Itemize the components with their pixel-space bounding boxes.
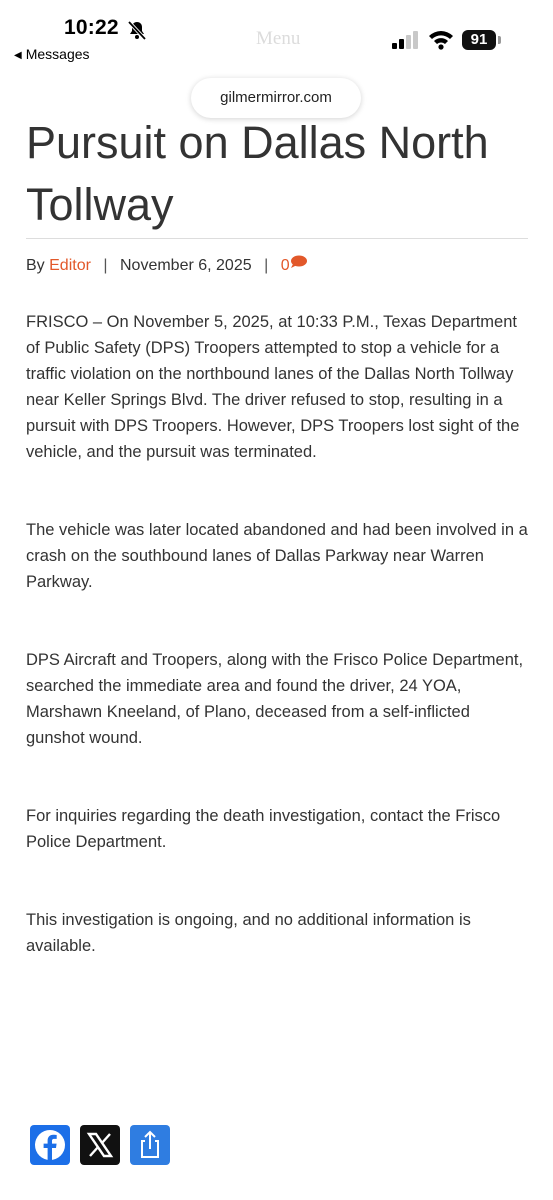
paragraph: FRISCO – On November 5, 2025, at 10:33 P.M., Texas Department of Public Safety (DPS) Troopers attempted to stop a vehicle for a traffic violation on the northbound lanes of the Dallas North Tollway near Keller Springs Blvd. The driver refused to stop, resulting in a pursuit with DPS Troopers. However, DPS Troopers lost sight of the vehicle, and the pursuit was terminated. (26, 313, 520, 461)
share-icon (130, 1125, 170, 1165)
comment-count: 0 (280, 257, 290, 274)
paragraph: The vehicle was later located abandoned and had been involved in a crash on the southbound lanes of Dallas Parkway near Warren Parkway. (26, 521, 528, 591)
comment-bubble-icon (290, 255, 307, 269)
back-arrow-icon: ◀ (14, 50, 22, 61)
comments-link[interactable] (281, 257, 307, 274)
url-bar[interactable]: gilmermirror.com (191, 78, 361, 118)
cellular-signal-icon (392, 30, 422, 50)
wifi-icon (428, 28, 454, 50)
menu-label: Menu (256, 28, 301, 49)
back-to-messages-link[interactable] (14, 46, 90, 62)
article-meta (26, 255, 307, 275)
meta-separator: | (264, 257, 269, 274)
article-title: Pursuit on Dallas North Tollway (26, 117, 489, 230)
back-label: Messages (25, 46, 90, 62)
paragraph: This investigation is ongoing, and no additional information is available. (26, 911, 471, 955)
facebook-icon (30, 1125, 70, 1165)
status-bar (0, 0, 553, 70)
title-divider (26, 238, 528, 239)
x-share-button[interactable] (80, 1125, 120, 1165)
article-body (26, 309, 531, 1011)
battery-indicator: 91 (462, 30, 496, 50)
share-button[interactable] (130, 1125, 170, 1165)
meta-separator: | (103, 257, 108, 274)
status-time: 10:22 (64, 16, 119, 39)
paragraph: For inquiries regarding the death investigation, contact the Frisco Police Department. (26, 807, 501, 851)
bell-slash-icon (126, 19, 148, 41)
by-label: By (26, 257, 45, 274)
author-link[interactable]: Editor (49, 257, 91, 274)
post-date: November 6, 2025 (119, 257, 252, 274)
x-icon (80, 1125, 120, 1165)
battery-nub (498, 36, 501, 44)
paragraph: DPS Aircraft and Troopers, along with the Frisco Police Department, searched the immediate area and found the driver, 24 YOA, Marshawn Kneeland, of Plano, deceased from a self-inflicted gunshot wound. (26, 651, 524, 747)
facebook-share-button[interactable] (30, 1125, 70, 1165)
